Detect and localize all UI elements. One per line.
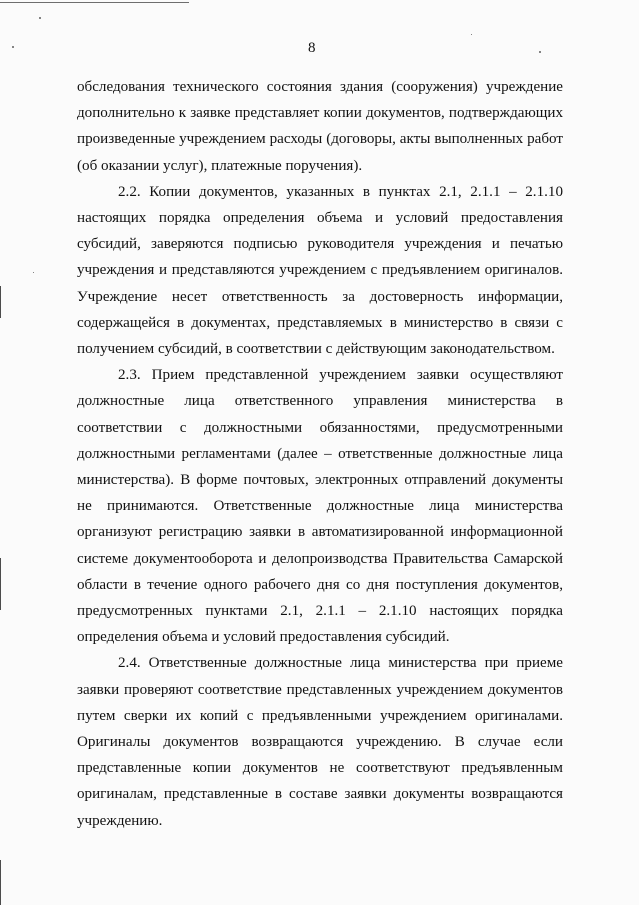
scan-dot-mid-left	[33, 272, 34, 273]
page-number: 8	[308, 40, 316, 56]
scan-left-margin-mark	[0, 860, 1, 905]
scan-left-margin-mark	[0, 286, 1, 318]
paragraph-continuation: обследования технического состояния здания (сооружения) учреждение дополнительно к заявке представляет копии документов, подтверждающих произведенные учреждением расходы (договоры, акты выполненных работ (об оказании услуг), платежные поручения).	[77, 79, 563, 174]
scan-dot-top-left	[39, 17, 41, 19]
paragraph-2-3: 2.3. Прием представленной учреждением заявки осуществляют должностные лица ответственного управления министерства в соответствии с должностными обязанностями, предусмотренными должностными регламентами (далее – ответственные должностные лица министерства). В форме почтовых, электронных отправлений документы не принимаются. Ответственные должностные лица министерства организуют регистрацию заявки в автоматизированной информационной системе документооборота и делопроизводства Правительства Самарской области в течение одного рабочего дня со дня поступления документов, предусмотренных пунктами 2.1, 2.1.1 – 2.1.10 настоящих порядка определения объема и условий предоставления субсидий.	[77, 367, 563, 646]
paragraph-2-2: 2.2. Копии документов, указанных в пунктах 2.1, 2.1.1 – 2.1.10 настоящих порядка определения объема и условий предоставления субсидий, заверяются подписью руководителя учреждения и печатью учреждения и представляются учреждением с предъявлением оригиналов. Учреждение несет ответственность за достоверность информации, содержащейся в документах, представляемых в министерство в связи с получением субсидий, в соответствии с действующим законодательством.	[77, 183, 563, 358]
scan-dot-left	[12, 46, 14, 48]
scan-top-rule	[0, 2, 189, 3]
document-body	[77, 74, 563, 834]
scan-dot-top-right	[471, 34, 472, 35]
paragraph-2-4: 2.4. Ответственные должностные лица министерства при приеме заявки проверяют соответствие представленных учреждением документов путем сверки их копий с предъявленными учреждением оригиналами. Оригиналы документов возвращаются учреждению. В случае если представленные копии документов не соответствуют предъявленным оригиналам, представленные в составе заявки документы возвращаются учреждению.	[77, 655, 563, 829]
scan-dot-right	[539, 51, 541, 53]
scan-left-margin-mark	[0, 558, 1, 610]
